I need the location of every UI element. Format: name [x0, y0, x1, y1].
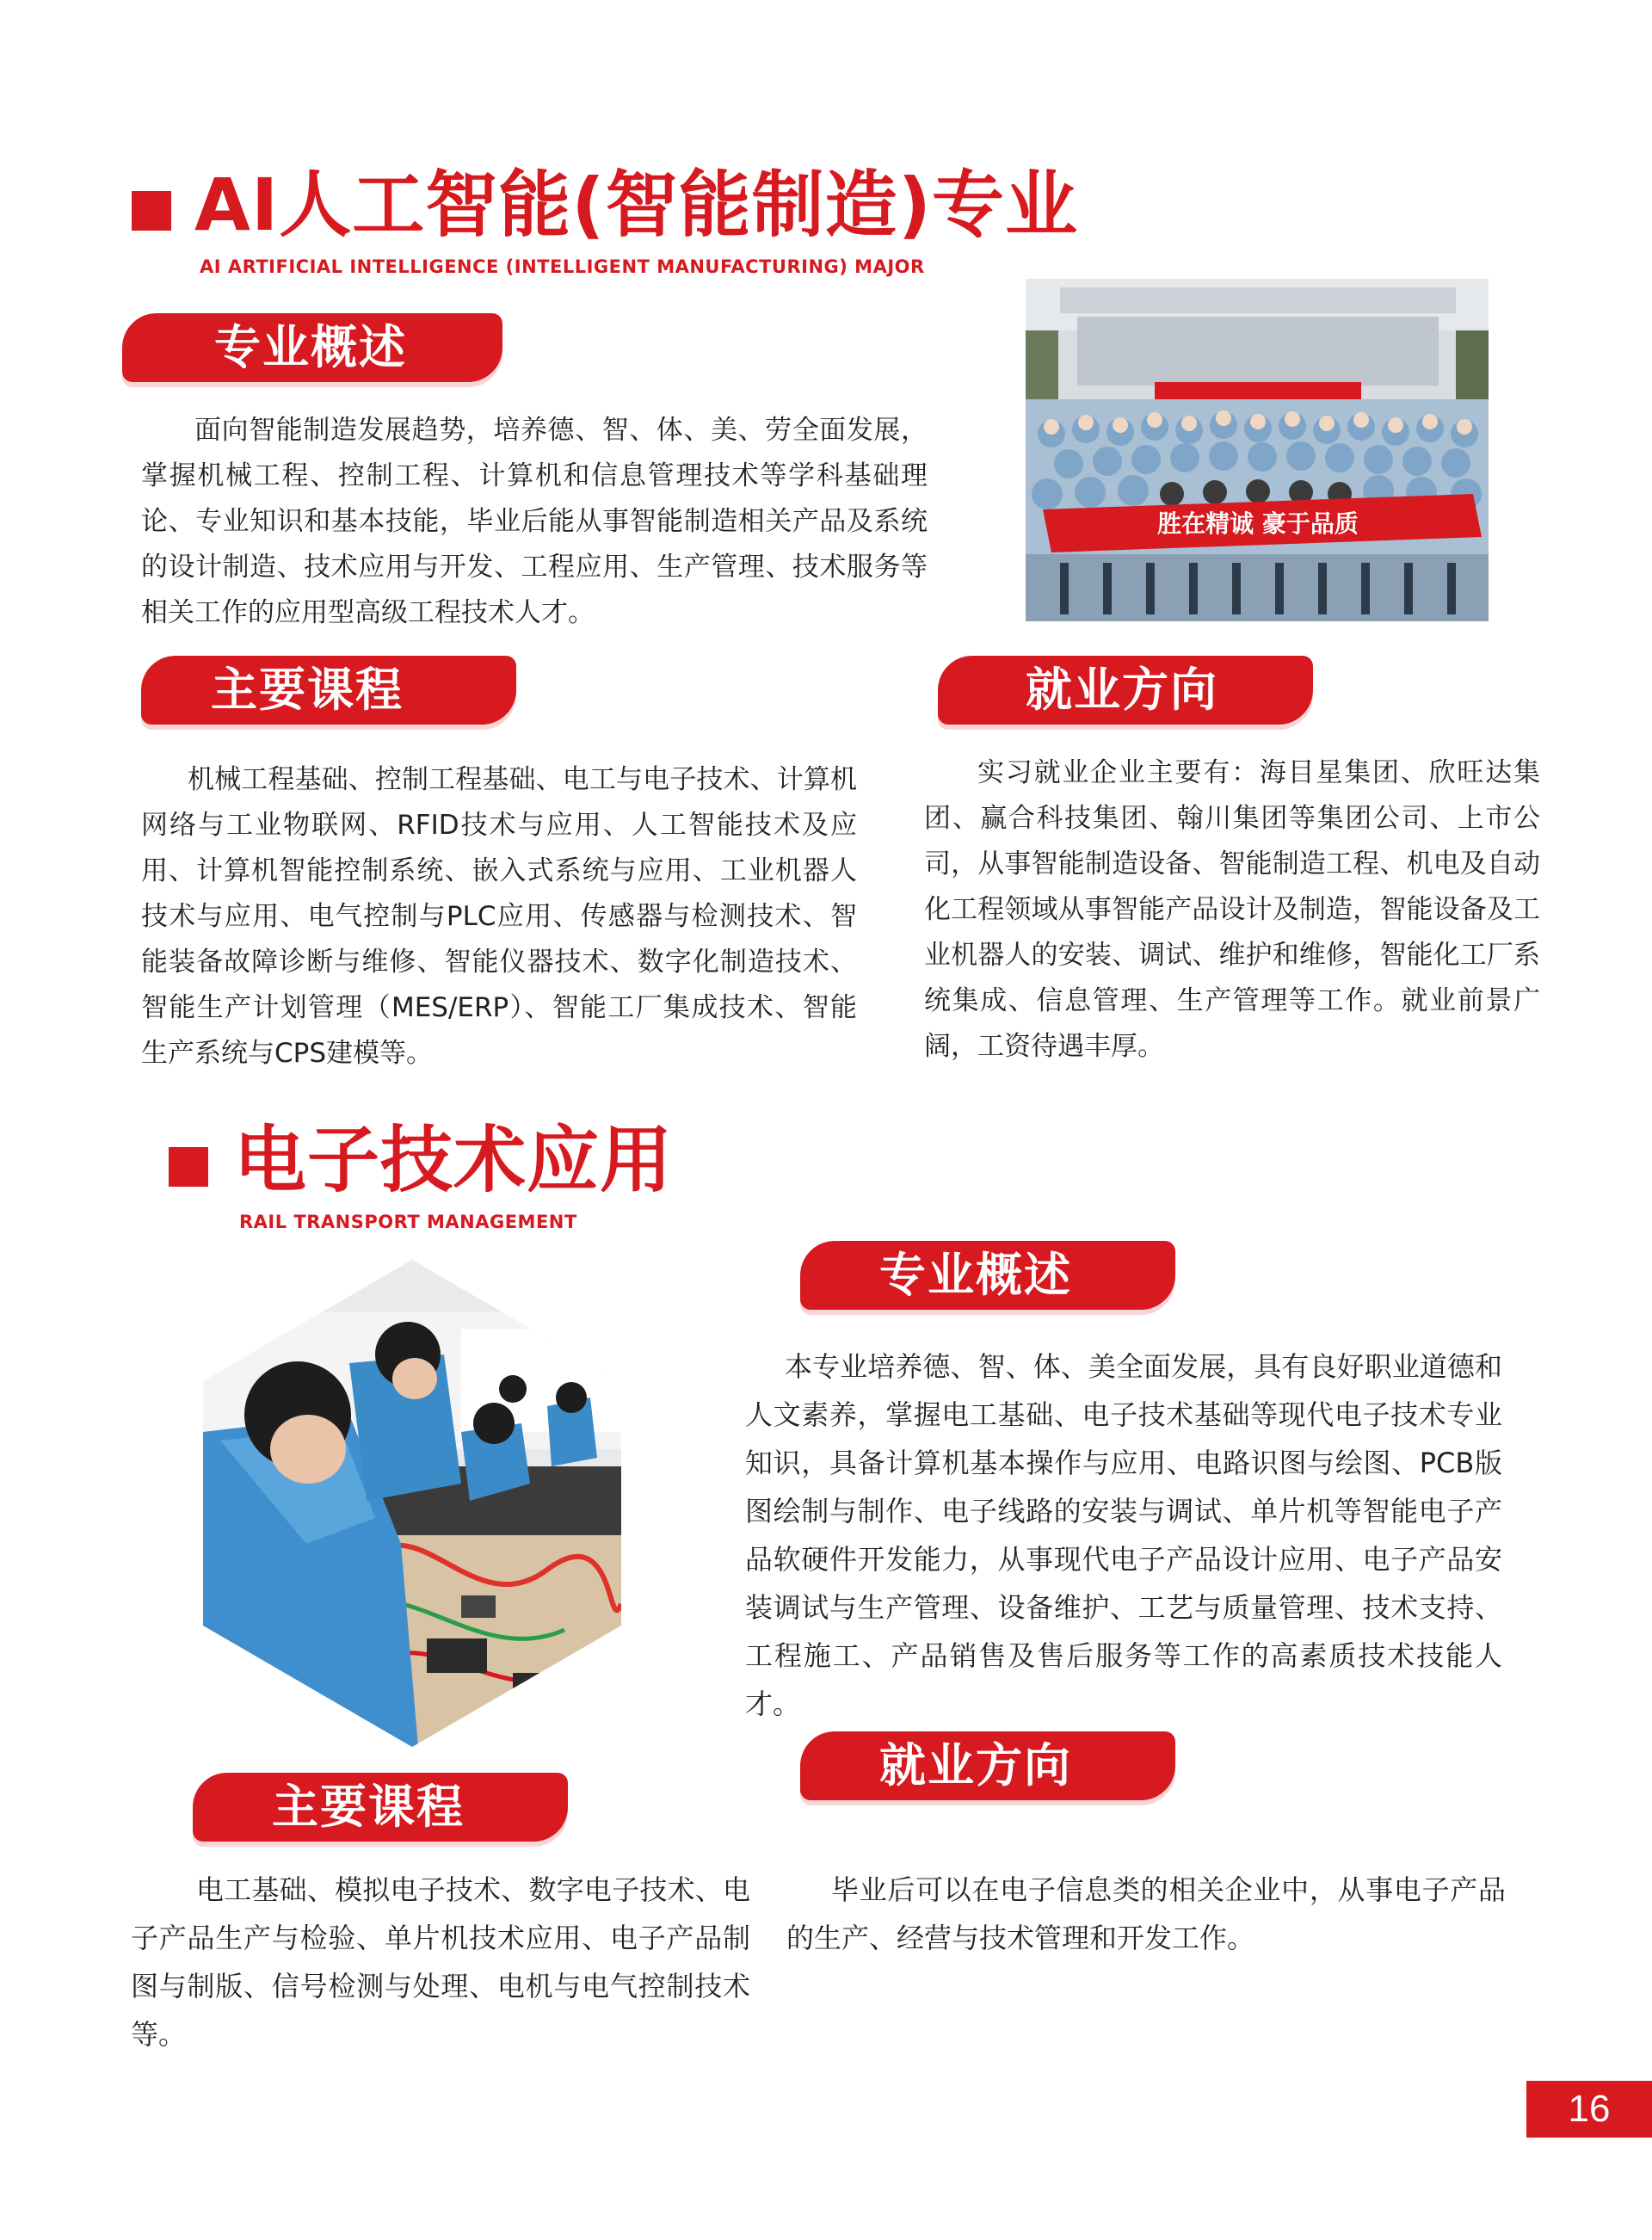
- section1-courses-header: [141, 656, 516, 725]
- photo-banner-text: 胜在精诚 豪于品质: [1157, 509, 1359, 538]
- section2-career-header: [800, 1731, 1175, 1800]
- electronics-lab-hexagon-photo: [203, 1260, 621, 1747]
- section2-overview-header: [800, 1241, 1175, 1310]
- section2-career-text: 毕业后可以在电子信息类的相关企业中，从事电子产品的生产、经营与技术管理和开发工作。: [786, 1873, 1506, 1954]
- section2-courses-text: 电工基础、模拟电子技术、数字电子技术、电子产品生产与检验、单片机技术应用、电子产品制图与制版、信号检测与处理、电机与电气控制技术等。: [131, 1873, 750, 2051]
- section2-courses-header-label: 主要课程: [272, 1780, 465, 1834]
- graduation-group-photo: [1026, 279, 1489, 621]
- section1-overview-header: [122, 313, 502, 382]
- section2-overview-text: 本专业培养德、智、体、美全面发展，具有良好职业道德和人文素养，掌握电工基础、电子技术基础等现代电子技术专业知识，具备计算机基本操作与应用、电路识图与绘图、PCB版图绘制与制作、电子线路的安装与调试、单片机等智能电子产品软硬件开发能力，从事现代电子产品设计应用、电子产品安装调试与生产管理、设备维护、工艺与质量管理、技术支持、工程施工、产品销售及售后服务等工作的高素质技术技能人才。: [745, 1350, 1502, 1720]
- section1-subtitle: AI ARTIFICIAL INTELLIGENCE (INTELLIGENT MANUFACTURING) MAJOR: [200, 256, 925, 277]
- section1-career-text: 实习就业企业主要有：海目星集团、欣旺达集团、赢合科技集团、翰川集团等集团公司、上市公司，从事智能制造设备、智能制造工程、机电及自动化工程领域从事智能产品设计及制造，智能设备及工业机器人的安装、调试、维护和维修，智能化工厂系统集成、信息管理、生产管理等工作。就业前景广阔，工资待遇丰厚。: [924, 757, 1540, 1062]
- section2-career-header-label: 就业方向: [879, 1738, 1072, 1793]
- section1-title-marker: [132, 191, 171, 231]
- section2-subtitle: RAIL TRANSPORT MANAGEMENT: [239, 1212, 577, 1232]
- section1-title: AI人工智能(智能制造)专业: [194, 163, 1079, 247]
- section1-overview-text: 面向智能制造发展趋势，培养德、智、体、美、劳全面发展，掌握机械工程、控制工程、计算机和信息管理技术等学科基础理论、专业知识和基本技能，毕业后能从事智能制造相关产品及系统的设计制造、技术应用与开发、工程应用、生产管理、技术服务等相关工作的应用型高级工程技术人才。: [141, 415, 928, 628]
- section2-title: 电子技术应用: [234, 1118, 674, 1202]
- page-number: [1526, 2081, 1652, 2138]
- page-number-label: 16: [1568, 2088, 1611, 2130]
- section2-title-marker: [169, 1147, 208, 1187]
- section1-courses-text: 机械工程基础、控制工程基础、电工与电子技术、计算机网络与工业物联网、RFID技术与应用、人工智能技术及应用、计算机智能控制系统、嵌入式系统与应用、工业机器人技术与应用、电气控制与PLC应用、传感器与检测技术、智能装备故障诊断与维修、智能仪器技术、数字化制造技术、智能生产计划管理（MES/ERP）、智能工厂集成技术、智能生产系统与CPS建模等。: [141, 764, 857, 1069]
- section2-overview-header-label: 专业概述: [879, 1248, 1072, 1302]
- section1-career-header: [938, 656, 1313, 725]
- section1-overview-header-label: 专业概述: [214, 320, 407, 374]
- section1-courses-header-label: 主要课程: [211, 663, 404, 717]
- section1-career-header-label: 就业方向: [1026, 663, 1218, 717]
- section2-courses-header: [193, 1773, 568, 1842]
